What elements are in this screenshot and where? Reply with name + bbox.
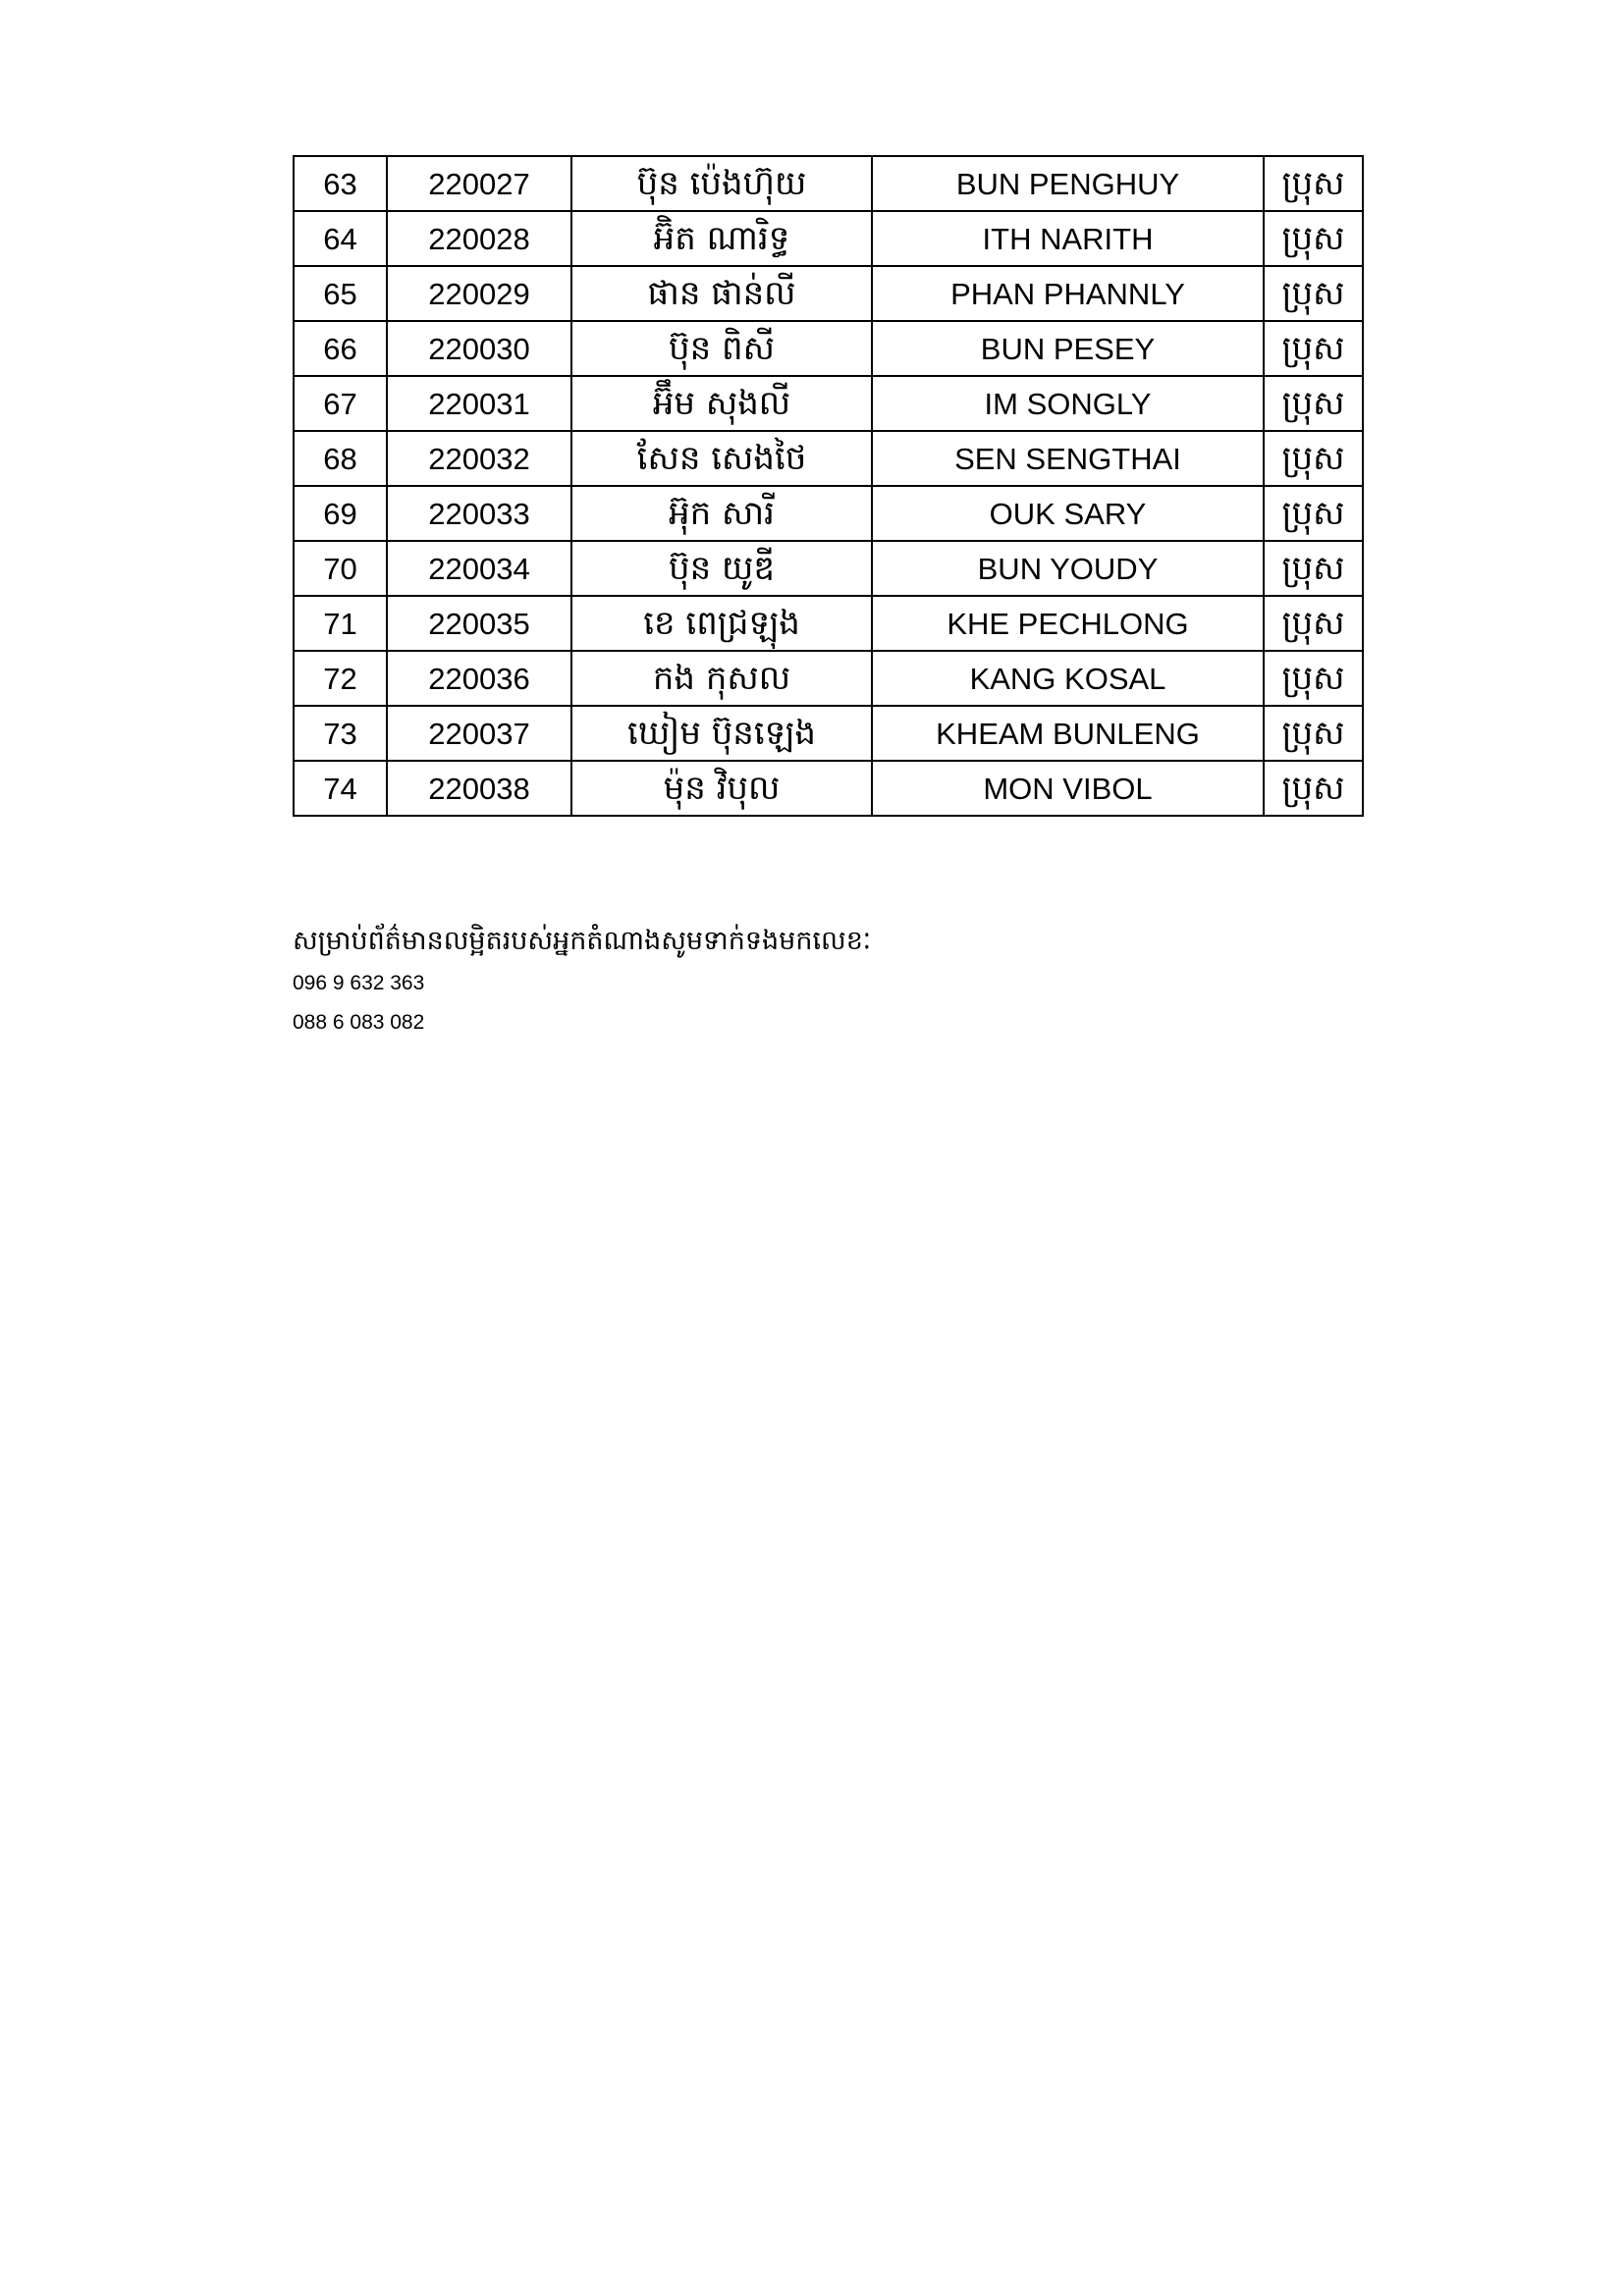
phone-number: 088 6 083 082 (293, 1011, 425, 1034)
row-id: 220027 (387, 156, 571, 211)
row-name-khmer: ប៊ុន ប៉េងហ៊ុយ (571, 156, 872, 211)
row-name-latin: ITH NARITH (872, 211, 1264, 266)
row-gender: ប្រុស (1264, 211, 1363, 266)
table-row (294, 596, 1363, 651)
row-name-latin: BUN YOUDY (872, 541, 1264, 596)
row-number: 68 (294, 431, 387, 486)
row-gender: ប្រុស (1264, 486, 1363, 541)
row-name-latin: IM SONGLY (872, 376, 1264, 431)
row-id: 220038 (387, 761, 571, 816)
row-name-khmer: កង កុសល (571, 651, 872, 706)
row-gender: ប្រុស (1264, 541, 1363, 596)
row-name-latin: SEN SENGTHAI (872, 431, 1264, 486)
row-gender: ប្រុស (1264, 266, 1363, 321)
row-id: 220035 (387, 596, 571, 651)
table-row (294, 211, 1363, 266)
row-name-latin: BUN PENGHUY (872, 156, 1264, 211)
row-name-latin: MON VIBOL (872, 761, 1264, 816)
row-gender: ប្រុស (1264, 376, 1363, 431)
row-name-latin: PHAN PHANNLY (872, 266, 1264, 321)
row-number: 66 (294, 321, 387, 376)
row-name-khmer: អ៊ឹម សុងលី (571, 376, 872, 431)
row-gender: ប្រុស (1264, 431, 1363, 486)
row-number: 73 (294, 706, 387, 761)
row-number: 69 (294, 486, 387, 541)
row-gender: ប្រុស (1264, 761, 1363, 816)
row-id: 220033 (387, 486, 571, 541)
phone-number: 096 9 632 363 (293, 972, 425, 994)
row-id: 220030 (387, 321, 571, 376)
table-body (294, 156, 1363, 816)
table-row (294, 156, 1363, 211)
row-id: 220032 (387, 431, 571, 486)
row-id: 220029 (387, 266, 571, 321)
table-row (294, 651, 1363, 706)
row-name-khmer: ផាន ផាន់លី (571, 266, 872, 321)
row-name-khmer: ខេ ពេជ្រឡុង (571, 596, 872, 651)
row-id: 220031 (387, 376, 571, 431)
row-name-khmer: សែន សេងថៃ (571, 431, 872, 486)
row-name-khmer: ប៊ុន យូឌី (571, 541, 872, 596)
row-number: 67 (294, 376, 387, 431)
row-number: 71 (294, 596, 387, 651)
table-row (294, 761, 1363, 816)
table-row (294, 486, 1363, 541)
row-name-khmer: អ៊ិត ណារិទ្ធ (571, 211, 872, 266)
row-gender: ប្រុស (1264, 706, 1363, 761)
row-name-latin: KHEAM BUNLENG (872, 706, 1264, 761)
row-number: 74 (294, 761, 387, 816)
row-gender: ប្រុស (1264, 651, 1363, 706)
row-id: 220034 (387, 541, 571, 596)
row-name-khmer: ប៊ុន ពិសី (571, 321, 872, 376)
row-gender: ប្រុស (1264, 596, 1363, 651)
contact-note: សម្រាប់ព័ត៌មានលម្អិតរបស់អ្នកតំណាងសូមទាក់ទងមកលេខៈ (293, 926, 872, 956)
participant-table (293, 155, 1364, 817)
row-gender: ប្រុស (1264, 321, 1363, 376)
row-name-khmer: អ៊ុក សារី (571, 486, 872, 541)
row-id: 220037 (387, 706, 571, 761)
row-name-khmer: ឃៀម ប៊ុនឡេង (571, 706, 872, 761)
table-row (294, 376, 1363, 431)
row-gender: ប្រុស (1264, 156, 1363, 211)
row-name-latin: BUN PESEY (872, 321, 1264, 376)
contact-footer (293, 919, 1362, 1042)
row-id: 220028 (387, 211, 571, 266)
table-row (294, 321, 1363, 376)
row-name-latin: KHE PECHLONG (872, 596, 1264, 651)
table-row (294, 706, 1363, 761)
row-number: 72 (294, 651, 387, 706)
table-row (294, 431, 1363, 486)
table-row (294, 541, 1363, 596)
row-name-khmer: ម៉ុន វិបុល (571, 761, 872, 816)
row-number: 65 (294, 266, 387, 321)
table-row (294, 266, 1363, 321)
row-number: 70 (294, 541, 387, 596)
row-id: 220036 (387, 651, 571, 706)
row-name-latin: OUK SARY (872, 486, 1264, 541)
row-number: 63 (294, 156, 387, 211)
row-name-latin: KANG KOSAL (872, 651, 1264, 706)
row-number: 64 (294, 211, 387, 266)
